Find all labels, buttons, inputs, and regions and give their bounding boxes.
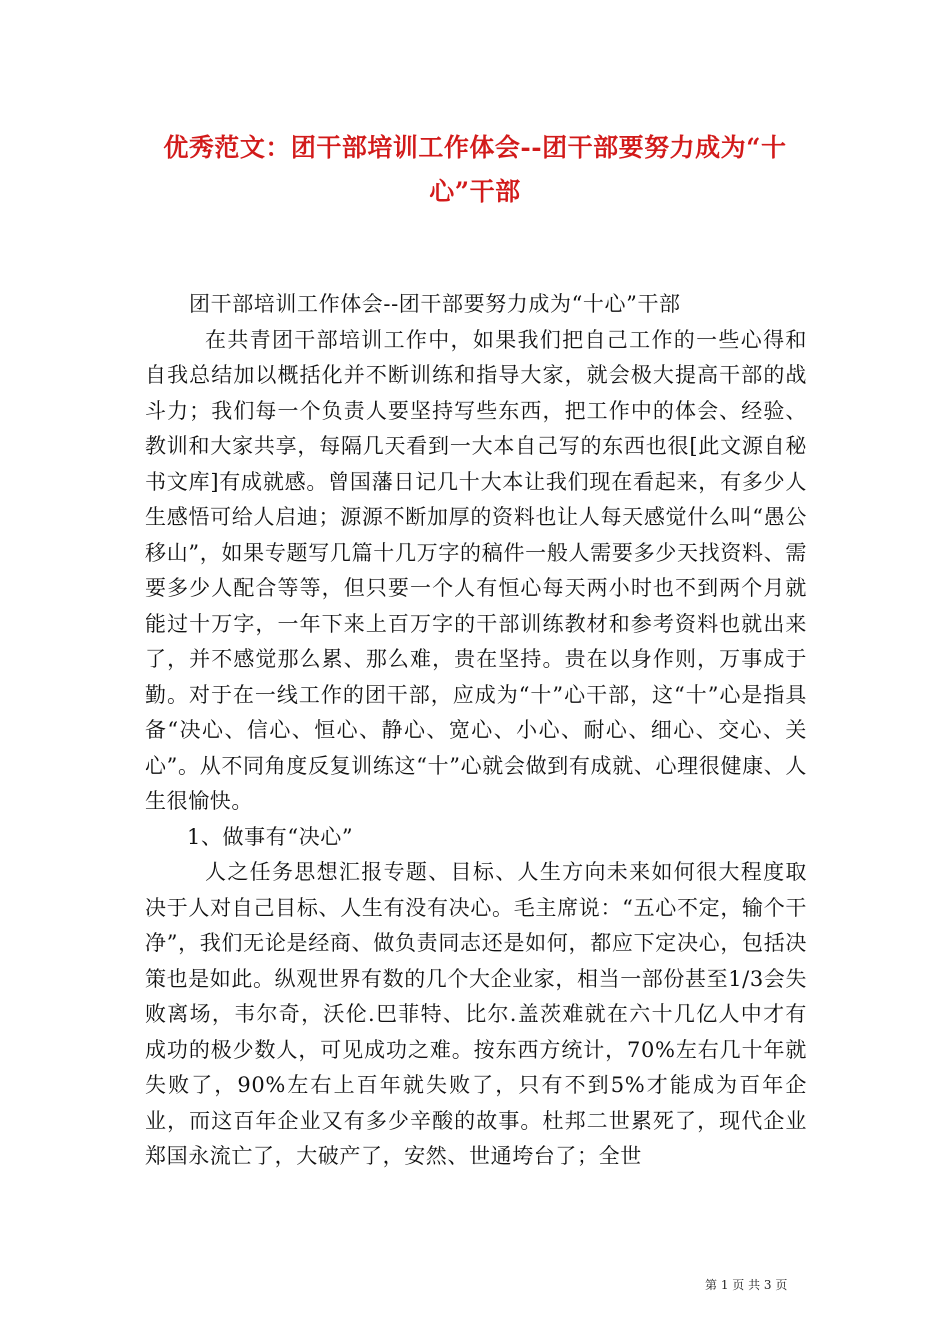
section-heading: 1、做事有“决心” (187, 824, 354, 849)
document-title: 优秀范文：团干部培训工作体会--团干部要努力成为“十心”干部 (163, 133, 787, 206)
page-number: 第 1 页 共 3 页 (705, 1278, 788, 1292)
document-subtitle: 团干部培训工作体会--团干部要努力成为“十心”干部 (189, 292, 681, 316)
paragraph: 人之任务思想汇报专题、目标、人生方向未来如何很大程度取决于人对自己目标、人生有没有决心。毛主席说：“五心不定，输个干净”，我们无论是经商、做负责同志还是如何，都应下定决心，包括决策也是如此。纵观世界有数的几个大企业家，相当一部份甚至1/3会失败离场，韦尔奇，沃伦.巴菲特、比尔.盖茨难就在六十几亿人中才有成功的极少数人，可见成功之难。按东西方统计，70%左右几十年就失败了，90%左右上百年就失败了，只有不到5%才能成为百年企业，而这百年企业又有多少辛酸的故事。杜邦二世累死了，现代企业郑国永流亡了，大破产了，安然、世通垮台了；全世 (145, 860, 807, 1168)
paragraph: 在共青团干部培训工作中，如果我们把自己工作的一些心得和自我总结加以概括化并不断训练和指导大家，就会极大提高干部的战斗力；我们每一个负责人要坚持写些东西，把工作中的体会、经验、教训和大家共享，每隔几天看到一大本自己写的东西也很[此文源自秘书文库]有成就感。曾国藩日记几十大本让我们现在看起来，有多少人生感悟可给人启迪；源源不断加厚的资料也让人每天感觉什么叫“愚公移山”，如果专题写几篇十几万字的稿件一般人需要多少天找资料、需要多少人配合等等，但只要一个人有恒心每天两小时也不到两个月就能过十万字，一年下来上百万字的干部训练教材和参考资料也就出来了，并不感觉那么累、那么难，贵在坚持。贵在以身作则，万事成于勤。对于在一线工作的团干部，应成为“十”心干部，这“十”心是指具备“决心、信心、恒心、静心、宽心、小心、耐心、细心、交心、关心”。从不同角度反复训练这“十”心就会做到有成就、心理很健康、人生很愉快。 (145, 327, 807, 813)
document-body (145, 287, 807, 1175)
